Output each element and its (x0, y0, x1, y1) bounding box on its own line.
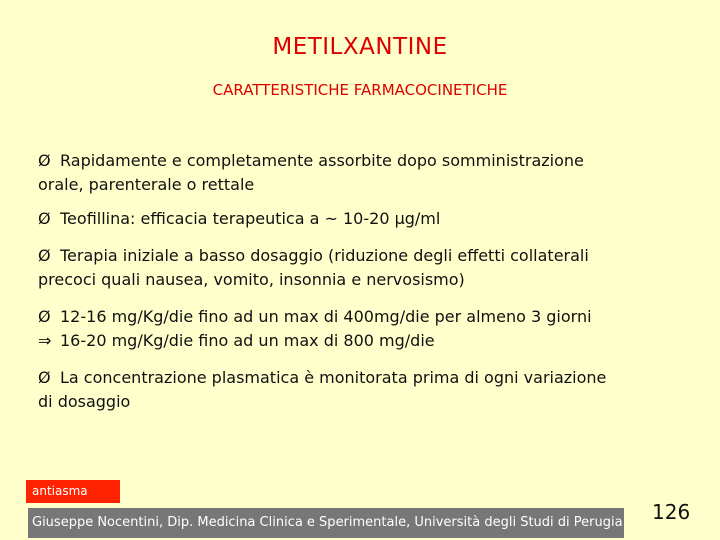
arrow-bullet-icon: Ø (38, 307, 51, 326)
bullet-text-line2: precoci quali nausea, vomito, insonnia e nervosismo) (38, 270, 465, 289)
bullet-text-line1: Rapidamente e completamente assorbite dopo somministrazione (60, 151, 584, 170)
bullet-text-line2: 16-20 mg/Kg/die fino ad un max di 800 mg/die (60, 331, 435, 350)
arrow-bullet-icon: Ø (38, 368, 51, 387)
bullet-text-line2: di dosaggio (38, 392, 131, 411)
arrow-bullet-icon: Ø (38, 246, 51, 265)
bullet-text-line1: Terapia iniziale a basso dosaggio (riduzione degli effetti collaterali (60, 246, 589, 265)
bullet-item (38, 207, 698, 231)
bullet-text-line2: orale, parenterale o rettale (38, 175, 255, 194)
bullet-item (38, 366, 698, 414)
bullet-item (38, 305, 698, 353)
bullet-text-line1: Teofillina: efficacia terapeutica a ~ 10-20 μg/ml (60, 209, 441, 228)
footer-credit: Giuseppe Nocentini, Dip. Medicina Clinica e Sperimentale, Università degli Studi di Perugia (28, 508, 624, 538)
section-tag: antiasma (26, 480, 120, 503)
arrow-bullet-icon: Ø (38, 209, 51, 228)
page-number: 126 (652, 500, 691, 524)
bullet-item (38, 149, 698, 197)
slide-title: METILXANTINE (272, 34, 448, 60)
bullet-item (38, 244, 698, 292)
implies-arrow-icon: ⇒ (38, 331, 52, 350)
arrow-bullet-icon: Ø (38, 151, 51, 170)
slide-subtitle: CARATTERISTICHE FARMACOCINETICHE (212, 81, 508, 99)
bullet-text-line1: La concentrazione plasmatica è monitorata prima di ogni variazione (60, 368, 607, 387)
bullet-text-line1: 12-16 mg/Kg/die fino ad un max di 400mg/die per almeno 3 giorni (60, 307, 592, 326)
